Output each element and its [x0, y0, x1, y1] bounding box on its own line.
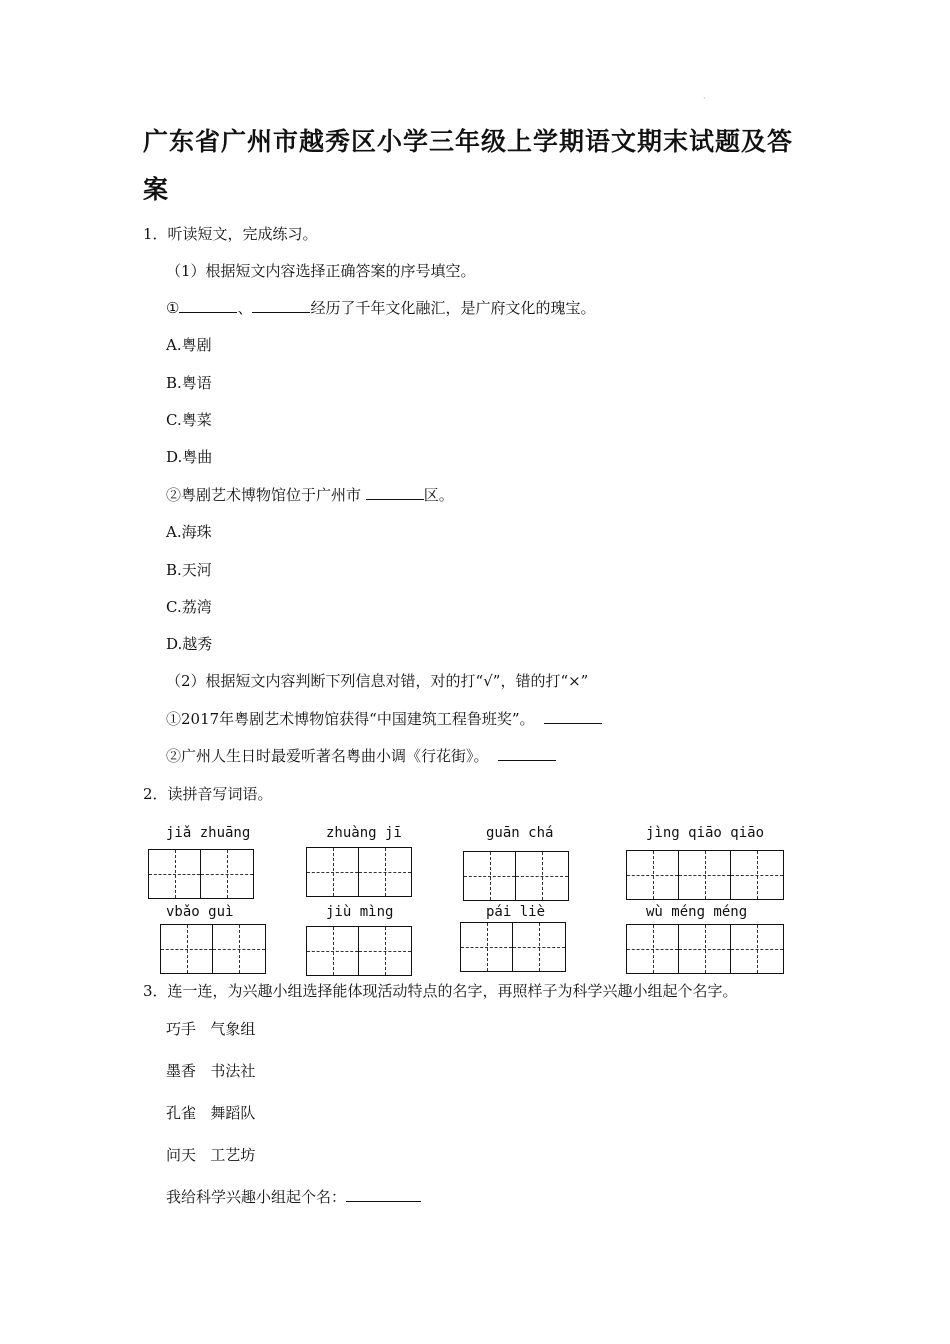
writing-grid[interactable]	[460, 922, 566, 972]
match-pair	[166, 1145, 255, 1165]
option: D.粤曲	[166, 448, 213, 466]
option: C.荔湾	[166, 598, 212, 616]
answer-blank[interactable]	[498, 746, 556, 761]
q1-sub2-prefix: ②粤剧艺术博物馆位于广州市	[166, 486, 362, 504]
answer-blank[interactable]	[346, 1187, 421, 1202]
pinyin-label: jìng qiāo qiāo	[646, 825, 765, 841]
judge2-text: ②广州人生日时最爱听著名粤曲小调《行花街》。	[166, 747, 489, 765]
writing-grid[interactable]	[626, 924, 784, 974]
option: C.粤菜	[166, 411, 212, 429]
writing-grid[interactable]	[148, 849, 254, 899]
answer-blank[interactable]	[179, 298, 237, 313]
judge1-text: ①2017年粤剧艺术博物馆获得“中国建筑工程鲁班奖”。	[166, 710, 535, 728]
match-left[interactable]: 巧手	[166, 1020, 197, 1038]
q1-judge1	[166, 709, 602, 729]
writing-grid[interactable]	[306, 926, 412, 976]
page-title: 广东省广州市越秀区小学三年级上学期语文期末试题及答案	[143, 127, 794, 204]
match-right[interactable]: 舞蹈队	[210, 1104, 256, 1122]
q1-part2: （2）根据短文内容判断下列信息对错，对的打“√”，错的打“×”	[166, 672, 589, 690]
writing-grid[interactable]	[306, 847, 412, 897]
name-prompt-text: 我给科学兴趣小组起个名：	[166, 1188, 347, 1206]
pinyin-label: guān chá	[486, 825, 554, 841]
q1-sub2	[166, 485, 454, 505]
q1-judge2	[166, 746, 556, 766]
option: D.越秀	[166, 635, 213, 653]
writing-grid[interactable]	[160, 924, 266, 974]
q1-sub1-suffix: 经历了千年文化融汇，是广府文化的瑰宝。	[310, 299, 596, 317]
writing-grid[interactable]	[463, 851, 569, 901]
q1-sub1-sep: 、	[237, 299, 253, 317]
option: A.粤剧	[166, 336, 212, 354]
pinyin-label: wù méng méng	[646, 904, 748, 920]
q1-stem: 1．听读短文，完成练习。	[143, 225, 318, 243]
pinyin-label: pái liè	[486, 904, 546, 920]
match-left[interactable]: 问天	[166, 1146, 197, 1164]
match-pair	[166, 1019, 255, 1039]
q1-sub1-prefix: ①	[166, 299, 180, 317]
pinyin-label: jiù mìng	[326, 904, 394, 920]
q3-name-prompt	[166, 1187, 421, 1207]
q1-part1: （1）根据短文内容选择正确答案的序号填空。	[166, 262, 476, 280]
q3-stem: 3．连一连，为兴趣小组选择能体现活动特点的名字，再照样子为科学兴趣小组起个名字。	[143, 982, 738, 1000]
match-pair	[166, 1103, 255, 1123]
q1-sub2-suffix: 区。	[423, 486, 454, 504]
option: A.海珠	[166, 523, 212, 541]
answer-blank[interactable]	[252, 298, 310, 313]
match-pair	[166, 1061, 255, 1081]
match-right[interactable]: 书法社	[210, 1062, 256, 1080]
writing-grid[interactable]	[626, 850, 784, 900]
q1-sub1	[166, 298, 595, 318]
corner-dot: ·	[703, 94, 706, 103]
match-right[interactable]: 工艺坊	[210, 1146, 256, 1164]
match-left[interactable]: 墨香	[166, 1062, 197, 1080]
option: B.粤语	[166, 374, 212, 392]
q2-stem: 2．读拼音写词语。	[143, 785, 273, 803]
answer-blank[interactable]	[366, 485, 424, 500]
pinyin-label: jiǎ zhuāng	[166, 825, 251, 841]
answer-blank[interactable]	[544, 709, 602, 724]
match-right[interactable]: 气象组	[210, 1020, 256, 1038]
pinyin-label: zhuàng jī	[326, 825, 402, 841]
option: B.天河	[166, 561, 212, 579]
match-left[interactable]: 孔雀	[166, 1104, 197, 1122]
pinyin-label: vbǎo guì	[166, 904, 234, 920]
